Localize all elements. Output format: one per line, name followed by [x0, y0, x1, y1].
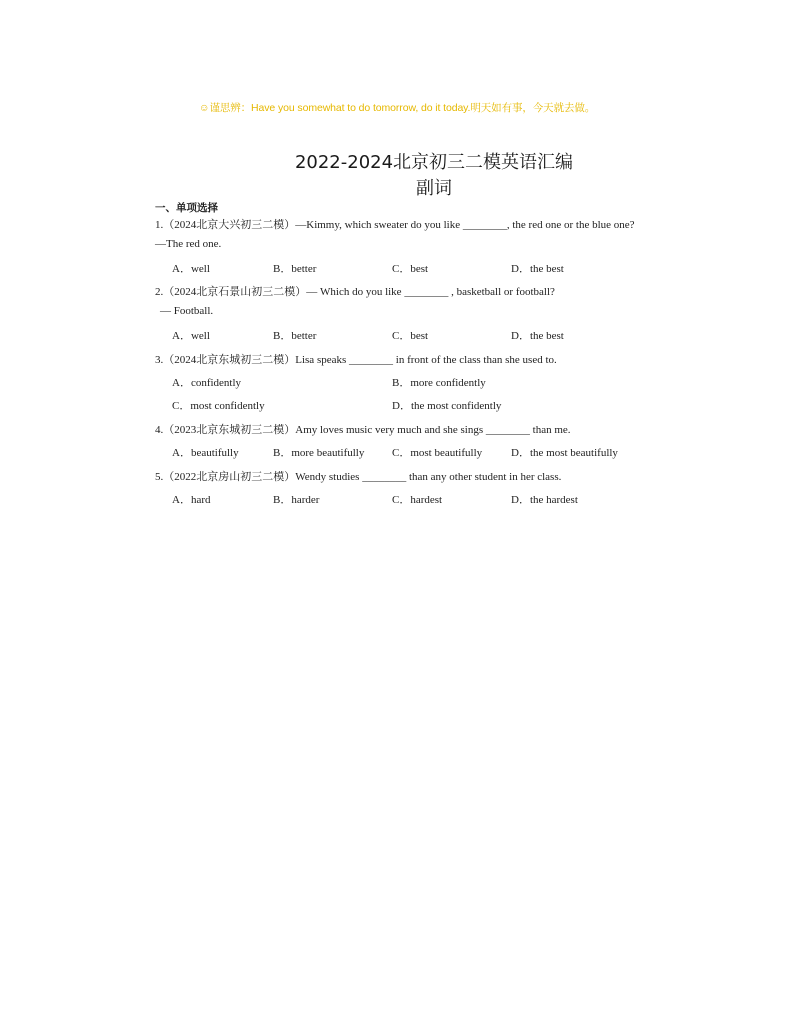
question-2-option-c: C．best	[392, 330, 429, 342]
header-motto: ☺谨思辨：Have you somewhat to do tomorrow, do it today.明天如有事，今天就去做。	[198, 102, 596, 114]
question-2-stem: 2.（2024北京石景山初三二模）— Which do you like ________ , basketball or football?	[155, 286, 555, 298]
question-3-option-d: D．the most confidently	[392, 400, 502, 412]
question-3-option-b: B．more confidently	[392, 377, 486, 389]
question-3-option-c: C．most confidently	[172, 400, 265, 412]
question-1-option-d: D．the best	[511, 263, 564, 275]
question-1-option-c: C．best	[392, 263, 429, 275]
question-2-option-d: D．the best	[511, 330, 564, 342]
question-2-option-b: B．better	[273, 330, 317, 342]
question-2-reply: — Football.	[160, 305, 214, 317]
question-1-option-b: B．better	[273, 263, 317, 275]
question-4-option-a: A．beautifully	[172, 447, 239, 459]
question-3-option-a: A．confidently	[172, 377, 242, 389]
question-4-option-b: B．more beautifully	[273, 447, 365, 459]
question-2-option-a: A．well	[172, 330, 210, 342]
question-1-reply: —The red one.	[155, 238, 222, 250]
page-title: 2022-2024北京初三二模英语汇编	[294, 152, 574, 173]
question-4-option-c: C．most beautifully	[392, 447, 483, 459]
question-5-stem: 5.（2022北京房山初三二模）Wendy studies ________ than any other student in her class.	[155, 471, 562, 483]
question-5-option-d: D．the hardest	[511, 494, 578, 506]
section-heading: 一、单项选择	[155, 202, 218, 214]
question-1-stem: 1.（2024北京大兴初三二模）—Kimmy, which sweater do you like ________, the red one or the blue one?	[155, 219, 635, 231]
question-4-option-d: D．the most beautifully	[511, 447, 618, 459]
question-5-option-a: A．hard	[172, 494, 211, 506]
page-subtitle: 副词	[416, 178, 452, 199]
question-1-option-a: A．well	[172, 263, 210, 275]
question-4-stem: 4.（2023北京东城初三二模）Amy loves music very much and she sings ________ than me.	[155, 424, 571, 436]
question-3-stem: 3.（2024北京东城初三二模）Lisa speaks ________ in front of the class than she used to.	[155, 354, 557, 366]
question-5-option-b: B．harder	[273, 494, 320, 506]
question-5-option-c: C．hardest	[392, 494, 443, 506]
